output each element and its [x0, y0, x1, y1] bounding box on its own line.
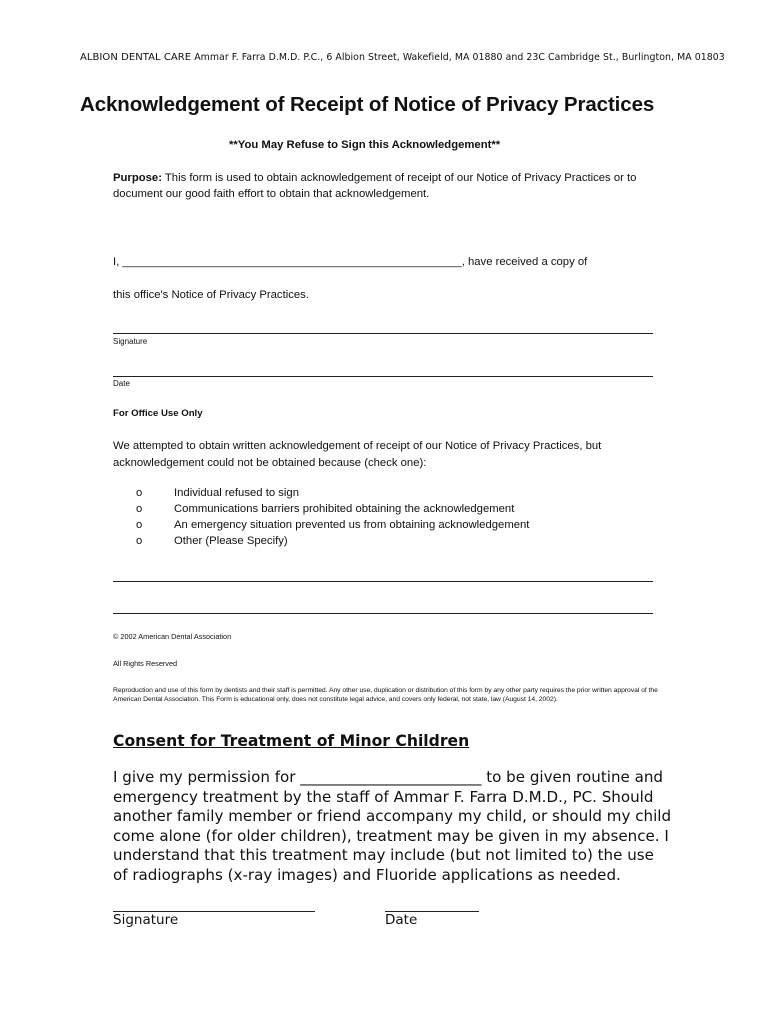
- rights-notice: All Rights Reserved: [113, 659, 178, 668]
- consent-paragraph: [113, 768, 673, 886]
- letterhead: [80, 52, 725, 63]
- specify-line-2[interactable]: [113, 613, 653, 614]
- practice-details: Ammar F. Farra D.M.D. P.C., 6 Albion Street, Wakefield, MA 01880 and 23C Cambridge St., Burlington, MA 01803: [194, 52, 725, 63]
- copyright-notice: © 2002 American Dental Association: [113, 632, 232, 641]
- office-use-heading: For Office Use Only: [113, 408, 203, 419]
- office-use-intro: We attempted to obtain written acknowledgement of receipt of our Notice of Privacy Practices, but acknowledgement could not be obtained because (check one):: [113, 440, 602, 469]
- consent-prefix: I give my permission for: [113, 768, 296, 786]
- option-label: Individual refused to sign: [174, 487, 299, 499]
- option-refused[interactable]: [136, 487, 299, 499]
- acknowledgement-line-1: [113, 256, 587, 268]
- specify-line-1[interactable]: [113, 581, 653, 582]
- reproduction-notice: Reproduction and use of this form by dentists and their staff is permitted. Any other use, duplication or distribution of this form by any other party requires the prior written approval of the American Dental Association. This Form is educational only, does not constitute legal advice, and covers only federal, not state, law (August 14, 2002).: [113, 687, 658, 703]
- option-other[interactable]: [136, 535, 288, 547]
- purpose-text: This form is used to obtain acknowledgement of receipt of our Notice of Privacy Practices or to document our good faith effort to obtain that acknowledgement.: [113, 172, 637, 200]
- consent-text: to be given routine and emergency treatment by the staff of Ammar F. Farra D.M.D., PC. Should another family member or friend accompany my child, or should my child come alone (for older children), treatment may be given in my absence. I understand that this treatment may include (but not limited to) the use of radiographs (x-ray images) and Fluoride applications as needed.: [113, 768, 672, 884]
- purpose-paragraph: [113, 171, 643, 202]
- purpose-label: Purpose:: [113, 172, 162, 184]
- acknowledgement-line-2: this office's Notice of Privacy Practices.: [113, 289, 309, 301]
- consent-date-label: Date: [385, 912, 418, 928]
- option-label: An emergency situation prevented us from obtaining acknowledgement: [174, 519, 530, 531]
- name-blank[interactable]: ______________________________________________________: [122, 256, 462, 268]
- child-name-blank[interactable]: ________________________: [300, 768, 482, 786]
- ack-prefix: I,: [113, 256, 120, 268]
- checkbox-circle-icon[interactable]: o: [136, 487, 143, 499]
- date-caption: Date: [113, 379, 130, 388]
- option-label: Other (Please Specify): [174, 535, 288, 547]
- consent-title: Consent for Treatment of Minor Children: [113, 732, 470, 750]
- refuse-notice: **You May Refuse to Sign this Acknowledgement**: [229, 139, 501, 151]
- page-title: Acknowledgement of Receipt of Notice of Privacy Practices: [80, 93, 655, 116]
- signature-caption: Signature: [113, 337, 148, 346]
- option-emergency[interactable]: [136, 519, 529, 531]
- date-line[interactable]: [113, 376, 653, 377]
- option-communication-barriers[interactable]: [136, 503, 514, 515]
- ack-suffix: , have received a copy of: [461, 256, 588, 268]
- consent-signature-label: Signature: [113, 912, 179, 928]
- checkbox-circle-icon[interactable]: o: [136, 535, 143, 547]
- practice-name: ALBION DENTAL CARE: [80, 52, 192, 63]
- option-label: Communications barriers prohibited obtaining the acknowledgement: [174, 503, 515, 515]
- signature-line[interactable]: [113, 333, 653, 334]
- checkbox-circle-icon[interactable]: o: [136, 519, 143, 531]
- checkbox-circle-icon[interactable]: o: [136, 503, 143, 515]
